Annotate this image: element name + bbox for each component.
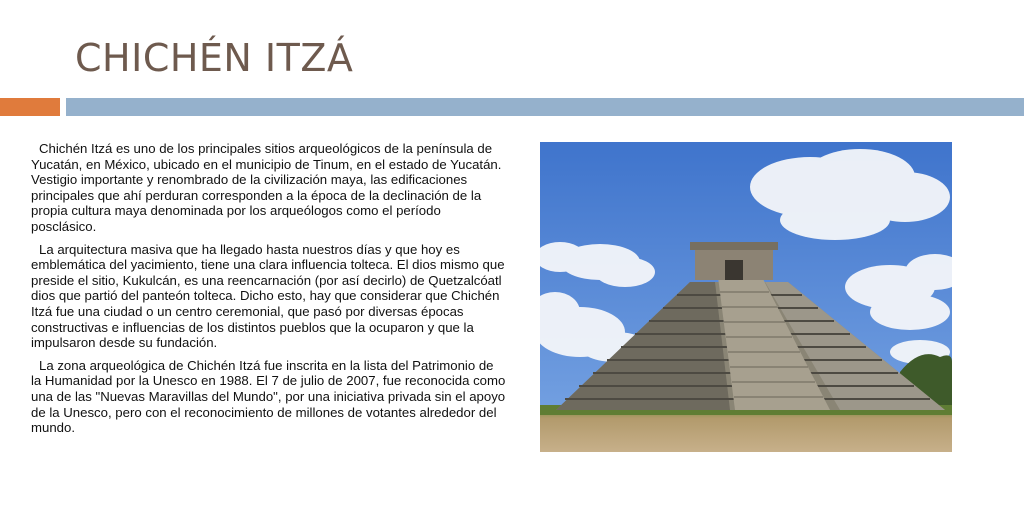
paragraph-2: La arquitectura masiva que ha llegado hasta nuestros días y que hoy es emblemática del yacimiento, tiene una clara influencia tolteca. El dios mismo que preside el sitio, Kukulcán, es una reencarnación (por así decirlo) de Quetzalcóatl dios que partió del panteón tolteca. Dicho esto, hay que considerar que Chichén Itzá fue una ciudad o un centro ceremonial, que pasó por diversas épocas constructivas e influencias de los distintos pueblos que la ocuparon y que la impulsaron desde su fundación.	[31, 241, 505, 351]
paragraph-3: La zona arqueológica de Chichén Itzá fue inscrita en la lista del Patrimonio de la Humanidad por la Unesco en 1988. El 7 de julio de 2007, fue reconocida como una de las "Nuevas Maravillas del Mundo", por una iniciativa privada sin el apoyo de la Unesco, pero con el reconocimiento de millones de votantes alrededor del mundo.	[31, 357, 506, 436]
slide-title: CHICHÉN ITZÁ	[75, 36, 354, 80]
paragraph-1: Chichén Itzá es uno de los principales sitios arqueológicos de la península de Yucatán, en México, ubicado en el municipio de Tinum, en el estado de Yucatán. Vestigio importante y renombrado de la civilización maya, las edificaciones principales que ahí perduran corresponden a la época de la declinación de la propia cultura maya denominada por los arqueólogos como el período posclásico.	[31, 141, 502, 234]
pyramid-photo	[540, 142, 952, 452]
pyramid-image-icon	[540, 142, 952, 452]
title-rule	[66, 98, 1024, 116]
accent-bar	[0, 98, 60, 116]
body-text	[31, 141, 507, 443]
